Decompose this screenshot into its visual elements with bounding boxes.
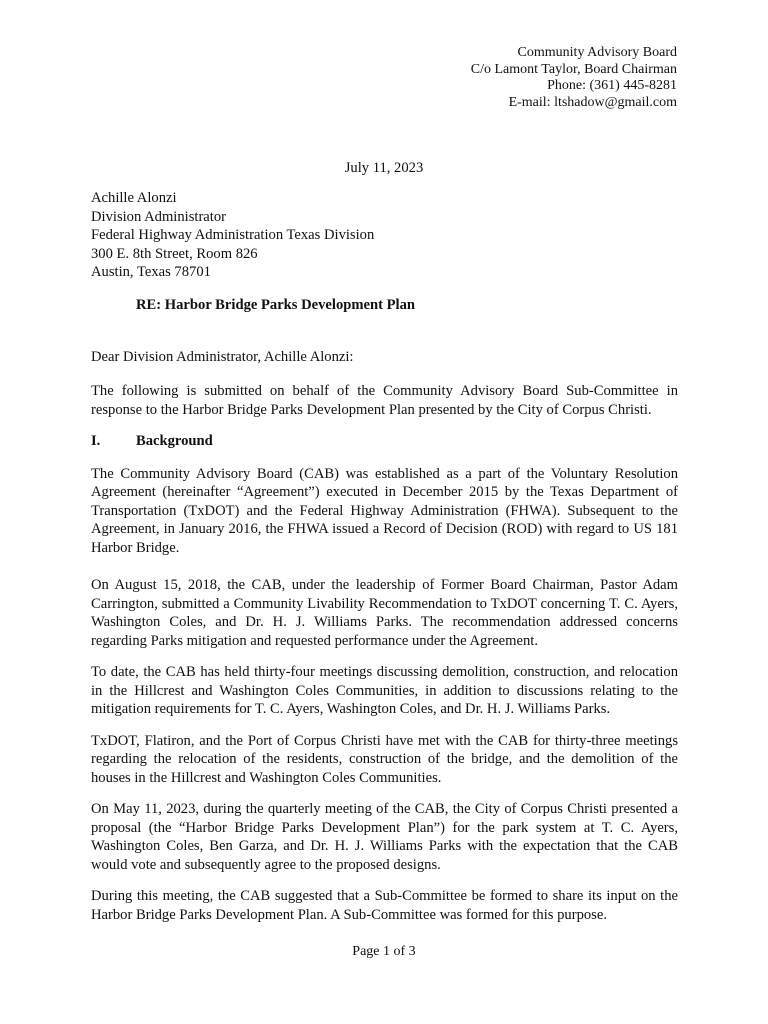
section-number: I.: [91, 433, 101, 449]
recipient-block: [91, 189, 374, 282]
body-paragraph: On May 11, 2023, during the quarterly meeting of the CAB, the City of Corpus Christi presented a proposal (the “Harbor Bridge Parks Development Plan”) for the park system at T. C. Ayers, Washington Coles, Ben Garza, and Dr. H. J. Williams Parks with the expectation that the CAB would vote and subsequently agree to the proposed designs.: [91, 801, 678, 873]
body-paragraph: To date, the CAB has held thirty-four meetings discussing demolition, construction, and relocation in the Hillcrest and Washington Coles Communities, in addition to discussions relating to the mitigation requirements for T. C. Ayers, Washington Coles, and Dr. H. J. Williams Parks.: [91, 664, 678, 717]
page-number: Page 1 of 3: [352, 944, 416, 959]
letter-body: [91, 348, 678, 924]
body-paragraph: On August 15, 2018, the CAB, under the leadership of Former Board Chairman, Pastor Adam Carrington, submitted a Community Livability Recommendation to TxDOT concerning T. C. Ayers, Washington Coles, and Dr. H. J. Williams Parks. The recommendation addressed concerns regarding Parks mitigation and requested performance under the Agreement.: [91, 577, 678, 649]
sender-care-of: C/o Lamont Taylor, Board Chairman: [470, 61, 677, 77]
sender-block: [471, 45, 677, 111]
recipient-address-line-1: 300 E. 8th Street, Room 826: [91, 245, 258, 262]
salutation: Dear Division Administrator, Achille Alonzi:: [91, 349, 354, 365]
recipient-name: Achille Alonzi: [91, 190, 177, 206]
section-title: Background: [136, 433, 213, 449]
recipient-title: Division Administrator: [91, 208, 226, 225]
body-paragraph: The Community Advisory Board (CAB) was established as a part of the Voluntary Resolution Agreement (hereinafter “Agreement”) executed in December 2015 by the Texas Department of Transportation (TxDOT) and the Federal Highway Administration (FHWA). Subsequent to the Agreement, in January 2016, the FHWA issued a Record of Decision (ROD) with regard to US 181 Harbor Bridge.: [91, 465, 678, 556]
letter-date: July 11, 2023: [344, 160, 424, 176]
recipient-agency: Federal Highway Administration Texas Division: [91, 227, 375, 243]
subject-line: RE: Harbor Bridge Parks Development Plan: [136, 297, 416, 313]
body-paragraph: TxDOT, Flatiron, and the Port of Corpus Christi have met with the CAB for thirty-three meetings regarding the relocation of the residents, construction of the bridge, and the demolition of the houses in the Hillcrest and Washington Coles Communities.: [91, 732, 678, 786]
section-heading: [91, 432, 678, 451]
recipient-address-line-2: Austin, Texas 78701: [91, 264, 211, 280]
sender-email: E-mail: ltshadow@gmail.com: [508, 94, 677, 110]
sender-org: Community Advisory Board: [517, 45, 677, 60]
intro-paragraph: The following is submitted on behalf of the Community Advisory Board Sub-Committee in response to the Harbor Bridge Parks Development Plan presented by the City of Corpus Christi.: [91, 383, 678, 418]
sender-phone: Phone: (361) 445-8281: [547, 78, 677, 93]
body-paragraph: During this meeting, the CAB suggested that a Sub-Committee be formed to share its input on the Harbor Bridge Parks Development Plan. A Sub-Committee was formed for this purpose.: [91, 888, 678, 923]
